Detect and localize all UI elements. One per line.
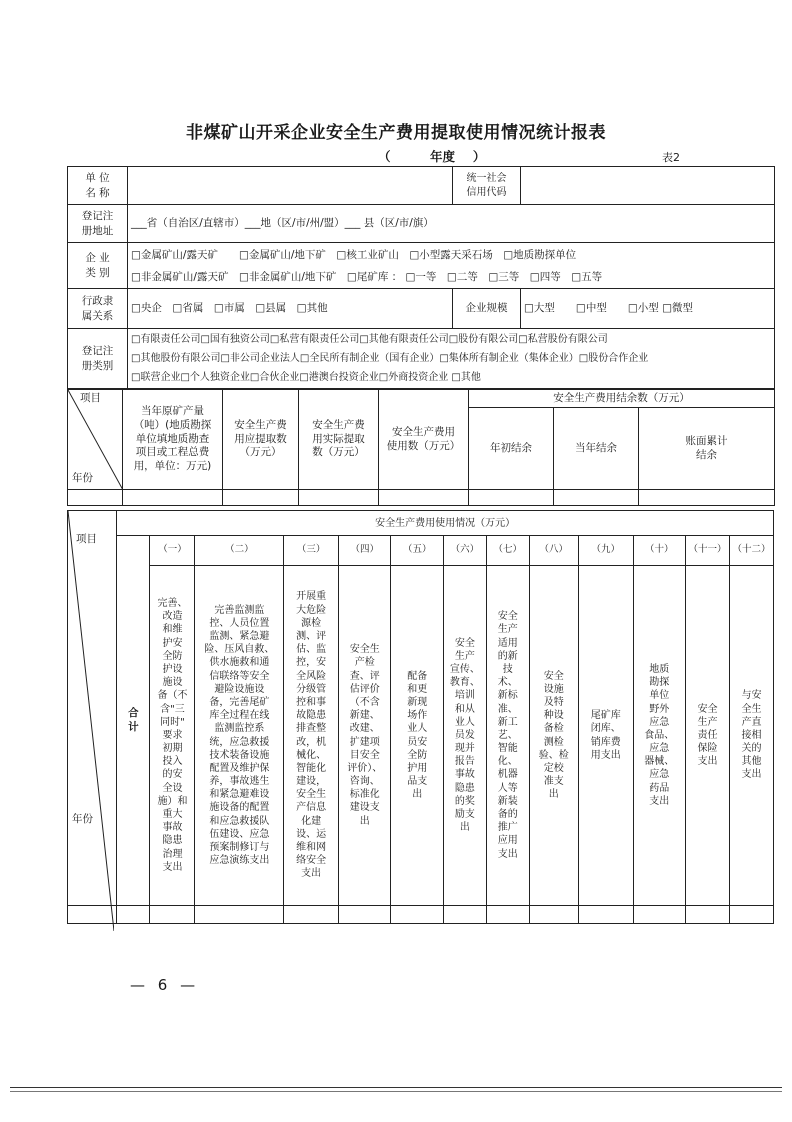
actual-extracted-header: 安全生产费 用实际提取 数（万元） <box>299 390 379 490</box>
usage-total-label: 合 计 <box>117 536 150 906</box>
year-label: 年度 <box>430 149 456 164</box>
enterprise-type-line[interactable]: □金属矿山/露天矿 □金属矿山/地下矿 □核工业矿山 □小型露天采石场 □地质勘探单位 <box>131 248 577 261</box>
summary-data-cell[interactable] <box>379 490 469 506</box>
usage-data-cell[interactable] <box>686 906 730 924</box>
scale-options[interactable]: □大型 □中型 □小型 □微型 <box>521 289 775 329</box>
summary-data-cell[interactable] <box>223 490 299 506</box>
reg-type-options[interactable] <box>128 329 775 389</box>
unit-name-field[interactable] <box>128 167 453 205</box>
summary-data-cell[interactable] <box>123 490 223 506</box>
footer-rule <box>10 1087 782 1088</box>
scale-label: 企业规模 <box>453 289 521 329</box>
column-number: （四） <box>338 536 390 566</box>
usage-data-cell[interactable] <box>529 906 578 924</box>
balance-header: 安全生产费用结余数（万元） <box>469 390 775 408</box>
year-close-paren: ） <box>472 149 486 164</box>
column-number: （九） <box>578 536 633 566</box>
column-number: （五） <box>391 536 443 566</box>
usage-data-cell[interactable] <box>578 906 633 924</box>
usage-table <box>67 510 774 924</box>
reg-address-label: 登记注 册地址 <box>68 205 128 243</box>
usage-year-label: 年份 <box>72 813 93 825</box>
usage-column-desc: 完善监测监 控、人员位置 监测、紧急避 险、压风自救、 供水施救和通 信联络等安全 避险设施设 备，完善尾矿 库全过程在线 监测监控系 统，应急救援 技术装备设施 配置及维护保 养，事故逃生 和紧急避难设 施设备的配置 和应急救援队 伍建设、应急 预案制修订与 应急演练支出 <box>195 566 284 906</box>
usage-data-cell[interactable] <box>195 906 284 924</box>
usage-column-desc: 完善、 改造 和维 护安 全防 护设 施设 备（不 含"三 同时" 要求 初期 投入 的安 全设 施）和 重大 事故 隐患 治理 支出 <box>150 566 195 906</box>
credit-code-field[interactable] <box>521 167 775 205</box>
summary-table <box>67 389 775 506</box>
balance-book-header: 账面累计 结余 <box>639 408 775 490</box>
enterprise-type-line[interactable]: □非金属矿山/露天矿 □非金属矿山/地下矿 □尾矿库 ： □一等 □二等 □三等 □四等 □五等 <box>131 270 603 283</box>
reg-type-line[interactable]: □有限责任公司□国有独资公司□私营有限责任公司□其他有限责任公司□股份有限公司□私营股份有限公司 <box>131 334 608 345</box>
column-number: （三） <box>284 536 339 566</box>
column-number: （十） <box>633 536 685 566</box>
usage-data-cell[interactable] <box>117 906 150 924</box>
usage-column-desc: 安全 生产 责任 保险 支出 <box>686 566 730 906</box>
usage-data-cell[interactable] <box>150 906 195 924</box>
usage-column-desc: 与安 全生 产直 接相 关的 其他 支出 <box>729 566 773 906</box>
enterprise-type-label: 企 业 类 别 <box>68 243 128 289</box>
usage-column-desc: 尾矿库 闭库、 销库费 用支出 <box>578 566 633 906</box>
usage-data-cell[interactable] <box>633 906 685 924</box>
usage-data-cell[interactable] <box>443 906 486 924</box>
enterprise-info-table <box>67 166 775 389</box>
used-header: 安全生产费用 使用数（万元） <box>379 390 469 490</box>
admin-relation-options[interactable]: □央企 □省属 □市属 □县属 □其他 <box>128 289 453 329</box>
page-number: — 6 — <box>130 976 200 994</box>
reg-type-line[interactable]: □联营企业□个人独资企业□合伙企业□港澳台投资企业□外商投资企业 □其他 <box>131 372 481 383</box>
report-year <box>378 147 485 165</box>
diagonal-line <box>68 511 114 931</box>
usage-data-cell[interactable] <box>391 906 443 924</box>
usage-column-desc: 配备 和更 新现 场作 业人 员安 全防 护用 品支 出 <box>391 566 443 906</box>
footer-rule <box>10 1091 782 1092</box>
usage-data-cell[interactable] <box>729 906 773 924</box>
balance-start-header: 年初结余 <box>469 408 554 490</box>
usage-item-label: 项目 <box>76 533 97 545</box>
summary-data-cell[interactable] <box>68 490 123 506</box>
report-title: 非煤矿山开采企业安全生产费用提取使用情况统计报表 <box>186 123 606 143</box>
reg-type-line[interactable]: □其他股份有限公司□非公司企业法人□全民所有制企业（国有企业）□集体所有制企业（集体企业）□股份合作企业 <box>131 353 649 364</box>
usage-column-desc: 安全 生产 适用 的新 技 术、 新标 准、 新工 艺、 智能 化、 机器 人等 新装 备的 推广 应用 支出 <box>486 566 529 906</box>
summary-data-cell[interactable] <box>639 490 775 506</box>
summary-corner-cell <box>68 390 123 490</box>
extracted-header: 安全生产费 用应提取数 （万元） <box>223 390 299 490</box>
enterprise-type-options[interactable] <box>128 243 775 289</box>
usage-column-desc: 安全 生产 宣传、 教育、 培训 和从 业人 员发 现并 报告 事故 隐患 的奖 励支 出 <box>443 566 486 906</box>
summary-data-cell[interactable] <box>299 490 379 506</box>
column-number: （二） <box>195 536 284 566</box>
form-number: 表2 <box>662 151 680 164</box>
summary-year-label: 年份 <box>72 472 93 484</box>
summary-data-cell[interactable] <box>469 490 554 506</box>
column-number: （十二） <box>729 536 773 566</box>
ore-output-header: 当年原矿产量 （吨）(地质勘探 单位填地质勘查 项目或工程总费 用，单位：万元) <box>123 390 223 490</box>
usage-column-desc: 安全生 产检 查、评 估评价 （不含 新建、 改建、 扩建项 目安全 评价）、 咨询、 标准化 建设支 出 <box>338 566 390 906</box>
credit-code-label: 统一社会 信用代码 <box>453 167 521 205</box>
usage-column-desc: 开展重 大危险 源检 测、评 估、监 控，安 全风险 分级管 控和事 故隐患 排查整 改，机 械化、 智能化 建设， 安全生 产信息 化建 设、运 维和网 络安全 支出 <box>284 566 339 906</box>
usage-corner-cell <box>68 511 117 906</box>
usage-data-cell[interactable] <box>338 906 390 924</box>
column-number: （七） <box>486 536 529 566</box>
column-number: （十一） <box>686 536 730 566</box>
column-number: （一） <box>150 536 195 566</box>
summary-item-label: 项目 <box>80 392 101 404</box>
year-open-paren: （ <box>378 149 391 164</box>
usage-data-cell[interactable] <box>284 906 339 924</box>
reg-address-field[interactable]: ___省（自治区/直辖市）___地（区/市/州/盟）___ 县（区/市/旗） <box>128 205 775 243</box>
admin-relation-label: 行政隶 属关系 <box>68 289 128 329</box>
reg-type-label: 登记注 册类别 <box>68 329 128 389</box>
balance-year-header: 当年结余 <box>554 408 639 490</box>
column-number: （六） <box>443 536 486 566</box>
column-number: （八） <box>529 536 578 566</box>
usage-header: 安全生产费用使用情况（万元） <box>117 511 774 536</box>
usage-column-desc: 地质 勘探 单位 野外 应急 食品、 应急 器械、 应急 药品 支出 <box>633 566 685 906</box>
usage-data-cell[interactable] <box>486 906 529 924</box>
summary-data-cell[interactable] <box>554 490 639 506</box>
unit-name-label: 单 位 名 称 <box>68 167 128 205</box>
usage-column-desc: 安全 设施 及特 种设 备检 测检 验、检 定校 准支 出 <box>529 566 578 906</box>
